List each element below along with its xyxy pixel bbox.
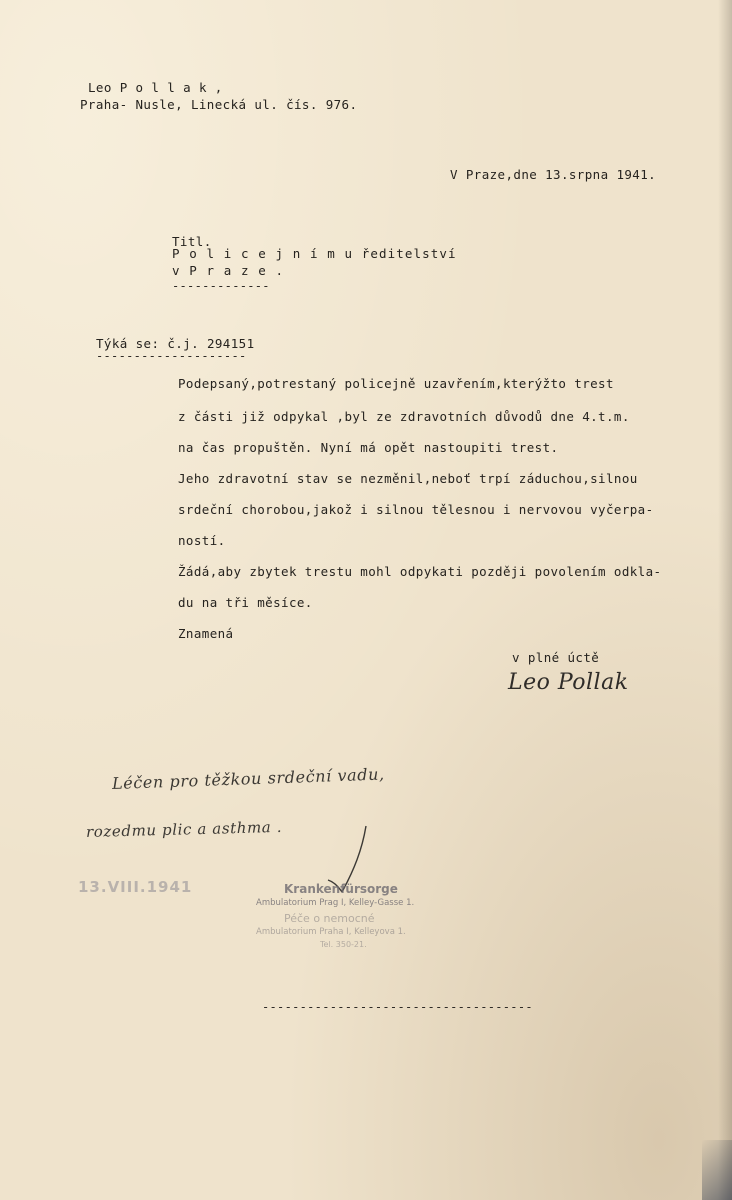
body-line-3: na čas propuštěn. Nyní má opět nastoupiti trest. <box>178 440 559 455</box>
date-line: V Praze,dne 13.srpna 1941. <box>450 167 657 182</box>
stamp-line-1: Krankenfürsorge <box>284 882 398 896</box>
recipient-underline: ------------- <box>172 279 270 293</box>
stamp-line-5: Tel. 350-21. <box>320 940 367 949</box>
stamp-line-3: Péče o nemocné <box>284 912 375 925</box>
bottom-rule: ------------------------------------ <box>262 1000 533 1014</box>
recipient-line-2: v P r a z e . <box>172 263 285 278</box>
recipient-title: Titl. <box>172 234 212 249</box>
sender-address: Praha- Nusle, Linecká ul. čís. 976. <box>80 97 358 112</box>
body-line-4: Jeho zdravotní stav se nezměnil,neboť trpí záduchou,silnou <box>178 471 638 486</box>
body-line-7: Žádá,aby zbytek trestu mohl odpykati později povolením odkla- <box>178 564 662 579</box>
body-line-2: z části již odpykal ,byl ze zdravotních důvodů dne 4.t.m. <box>178 409 630 424</box>
stamp-line-2: Ambulatorium Prag I, Kelley-Gasse 1. <box>256 898 415 908</box>
subject-underline: -------------------- <box>96 349 247 363</box>
signature: Leo Pollak <box>508 670 629 695</box>
body-line-5: srdeční chorobou,jakož i silnou tělesnou i nervovou vyčerpa- <box>178 502 654 517</box>
handwritten-note-line-1: Léčen pro těžkou srdeční vadu, <box>111 764 385 793</box>
recipient-line-1: P o l i c e j n í m u ředitelství <box>172 246 457 261</box>
stamp-line-4: Ambulatorium Praha I, Kelleyova 1. <box>256 927 406 937</box>
body-line-1: Podepsaný,potrestaný policejně uzavřením,kterýžto trest <box>178 376 614 391</box>
handwritten-note-line-2: rozedmu plic a asthma . <box>85 817 283 841</box>
body-line-8: du na tři měsíce. <box>178 595 313 610</box>
subject-line: Týká se: č.j. 294151 <box>96 336 255 351</box>
paper-edge-shadow <box>718 0 732 1200</box>
stamp-date: 13.VIII.1941 <box>78 878 193 896</box>
paper-corner-shadow <box>702 1140 732 1200</box>
sender-name: Leo P o l l a k , <box>88 80 223 95</box>
body-line-9: Znamená <box>178 626 234 641</box>
body-line-6: ností. <box>178 533 226 548</box>
closing-text: v plné úctě <box>512 650 600 665</box>
